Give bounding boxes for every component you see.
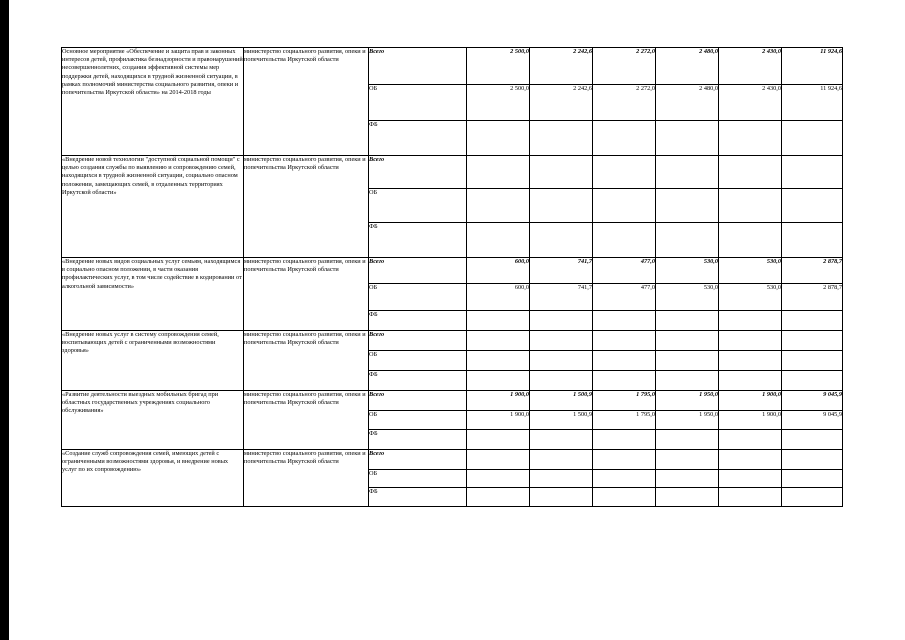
table-row <box>62 156 843 189</box>
funding-source-label: ФБ <box>369 488 467 507</box>
amount-cell <box>530 189 593 223</box>
amount-cell <box>782 189 843 223</box>
amount-cell <box>719 430 782 450</box>
amount-cell <box>656 470 719 488</box>
amount-cell: 477,0 <box>593 258 656 284</box>
amount-cell <box>467 351 530 371</box>
amount-cell <box>719 189 782 223</box>
funding-source-label: ОБ <box>369 189 467 223</box>
amount-cell <box>530 430 593 450</box>
amount-cell <box>719 311 782 331</box>
scan-edge-bar <box>0 0 9 640</box>
activity-executor: министерство социального развития, опеки и попечительства Иркутской области <box>244 156 369 258</box>
amount-cell <box>593 488 656 507</box>
amount-cell: 600,0 <box>467 258 530 284</box>
amount-cell <box>530 470 593 488</box>
activity-name: «Внедрение новых видов социальных услуг семьям, находящимся в социально опасном положении, в части оказания профилактических услуг, в том числе содействие в кодировании от алкогольной зависимости» <box>62 258 244 331</box>
activity-executor: министерство социального развития, опеки и попечительства Иркутской области <box>244 258 369 331</box>
funding-source-label: ОБ <box>369 470 467 488</box>
amount-cell <box>782 331 843 351</box>
amount-cell <box>530 223 593 258</box>
funding-source-label: Всего <box>369 391 467 411</box>
amount-cell <box>656 450 719 470</box>
amount-cell: 1 900,0 <box>719 411 782 430</box>
amount-cell <box>719 223 782 258</box>
amount-cell: 1 950,0 <box>656 391 719 411</box>
amount-cell: 2 878,7 <box>782 284 843 311</box>
amount-cell <box>782 488 843 507</box>
amount-cell: 741,7 <box>530 258 593 284</box>
funding-source-label: ФБ <box>369 430 467 450</box>
amount-cell <box>656 351 719 371</box>
amount-cell: 11 924,6 <box>782 85 843 121</box>
amount-cell: 2 878,7 <box>782 258 843 284</box>
amount-cell <box>467 450 530 470</box>
table-row <box>62 450 843 470</box>
amount-cell <box>593 331 656 351</box>
amount-cell: 477,0 <box>593 284 656 311</box>
amount-cell <box>719 121 782 156</box>
amount-cell <box>782 470 843 488</box>
amount-cell: 1 795,0 <box>593 411 656 430</box>
amount-cell: 2 430,0 <box>719 85 782 121</box>
amount-cell: 1 795,0 <box>593 391 656 411</box>
amount-cell <box>656 121 719 156</box>
funding-source-label: Всего <box>369 156 467 189</box>
amount-cell <box>656 331 719 351</box>
amount-cell: 530,0 <box>656 284 719 311</box>
amount-cell <box>530 311 593 331</box>
budget-table <box>61 47 843 507</box>
funding-source-label: ФБ <box>369 223 467 258</box>
amount-cell: 1 900,0 <box>467 411 530 430</box>
amount-cell <box>719 156 782 189</box>
amount-cell <box>467 430 530 450</box>
amount-cell: 600,0 <box>467 284 530 311</box>
table-row <box>62 48 843 85</box>
amount-cell <box>467 223 530 258</box>
amount-cell <box>656 223 719 258</box>
amount-cell <box>782 223 843 258</box>
amount-cell <box>782 371 843 391</box>
activity-name: «Внедрение новых услуг в систему сопровождения семей, воспитывающих детей с ограниченными возможностями здоровья» <box>62 331 244 391</box>
amount-cell <box>782 156 843 189</box>
amount-cell <box>593 311 656 331</box>
amount-cell: 1 900,0 <box>719 391 782 411</box>
amount-cell <box>467 121 530 156</box>
amount-cell: 11 924,6 <box>782 48 843 85</box>
amount-cell: 2 272,0 <box>593 48 656 85</box>
amount-cell <box>467 311 530 331</box>
amount-cell <box>530 351 593 371</box>
amount-cell: 530,0 <box>656 258 719 284</box>
amount-cell <box>593 351 656 371</box>
activity-name: «Внедрение новой технологии "доступной социальной помощи" с целью создания службы по выявлению и сопровождению семей, находящихся в трудной жизненной ситуации, социально опасном положении, замещающих семей, в отдаленных территориях Иркутской области» <box>62 156 244 258</box>
amount-cell: 2 430,0 <box>719 48 782 85</box>
amount-cell <box>530 156 593 189</box>
amount-cell <box>467 189 530 223</box>
funding-source-label: ОБ <box>369 85 467 121</box>
funding-source-label: Всего <box>369 48 467 85</box>
amount-cell <box>530 121 593 156</box>
funding-source-label: ФБ <box>369 371 467 391</box>
amount-cell <box>782 430 843 450</box>
amount-cell <box>656 311 719 331</box>
amount-cell <box>719 470 782 488</box>
funding-source-label: ФБ <box>369 311 467 331</box>
table-row <box>62 331 843 351</box>
funding-source-label: Всего <box>369 258 467 284</box>
amount-cell: 530,0 <box>719 258 782 284</box>
amount-cell <box>656 430 719 450</box>
activity-name: Основное мероприятие «Обеспечение и защита прав и законных интересов детей, профилактика безнадзорности и правонарушений несовершеннолетних, создания эффективной системы мер поддержки детей, находящихся в трудной жизненной ситуации, в рамках полномочий министерства социального развития, опеки и попечительства Иркутской области» на 2014-2018 годы <box>62 48 244 156</box>
amount-cell: 9 045,9 <box>782 391 843 411</box>
amount-cell <box>782 450 843 470</box>
amount-cell: 2 500,0 <box>467 85 530 121</box>
amount-cell: 1 900,0 <box>467 391 530 411</box>
funding-source-label: ФБ <box>369 121 467 156</box>
amount-cell <box>467 156 530 189</box>
activity-name: «Создание служб сопровождения семей, имеющих детей с ограниченными возможностями здоровья, и внедрение новых услуг по их сопровождению» <box>62 450 244 507</box>
activity-executor: министерство социального развития, опеки и попечительства Иркутской области <box>244 48 369 156</box>
amount-cell <box>530 450 593 470</box>
amount-cell <box>530 488 593 507</box>
amount-cell <box>593 223 656 258</box>
amount-cell: 741,7 <box>530 284 593 311</box>
amount-cell <box>467 470 530 488</box>
amount-cell: 2 242,6 <box>530 48 593 85</box>
amount-cell <box>467 488 530 507</box>
funding-source-label: Всего <box>369 450 467 470</box>
amount-cell <box>719 351 782 371</box>
amount-cell: 1 500,9 <box>530 411 593 430</box>
amount-cell <box>719 450 782 470</box>
funding-source-label: Всего <box>369 331 467 351</box>
amount-cell <box>656 189 719 223</box>
amount-cell <box>719 371 782 391</box>
table-row <box>62 258 843 284</box>
amount-cell <box>467 371 530 391</box>
amount-cell: 9 045,9 <box>782 411 843 430</box>
amount-cell <box>656 156 719 189</box>
amount-cell <box>593 430 656 450</box>
amount-cell <box>530 371 593 391</box>
amount-cell <box>593 470 656 488</box>
amount-cell <box>656 488 719 507</box>
activity-name: «Развитие деятельности выездных мобильных бригад при областных государственных учреждениях социального обслуживания» <box>62 391 244 450</box>
amount-cell: 1 500,9 <box>530 391 593 411</box>
amount-cell <box>719 488 782 507</box>
amount-cell <box>593 189 656 223</box>
amount-cell <box>593 121 656 156</box>
amount-cell: 2 242,6 <box>530 85 593 121</box>
amount-cell <box>782 311 843 331</box>
amount-cell: 2 272,0 <box>593 85 656 121</box>
funding-source-label: ОБ <box>369 351 467 371</box>
amount-cell: 2 480,0 <box>656 85 719 121</box>
amount-cell <box>656 371 719 391</box>
amount-cell <box>719 331 782 351</box>
funding-source-label: ОБ <box>369 284 467 311</box>
table-row <box>62 391 843 411</box>
amount-cell <box>782 121 843 156</box>
amount-cell <box>782 351 843 371</box>
amount-cell <box>530 331 593 351</box>
activity-executor: министерство социального развития, опеки и попечительства Иркутской области <box>244 391 369 450</box>
amount-cell <box>467 331 530 351</box>
amount-cell <box>593 371 656 391</box>
amount-cell: 530,0 <box>719 284 782 311</box>
amount-cell: 2 500,0 <box>467 48 530 85</box>
amount-cell <box>593 156 656 189</box>
amount-cell: 2 480,0 <box>656 48 719 85</box>
amount-cell: 1 950,0 <box>656 411 719 430</box>
amount-cell <box>593 450 656 470</box>
funding-source-label: ОБ <box>369 411 467 430</box>
activity-executor: министерство социального развития, опеки и попечительства Иркутской области <box>244 331 369 391</box>
activity-executor: министерство социального развития, опеки и попечительства Иркутской области <box>244 450 369 507</box>
